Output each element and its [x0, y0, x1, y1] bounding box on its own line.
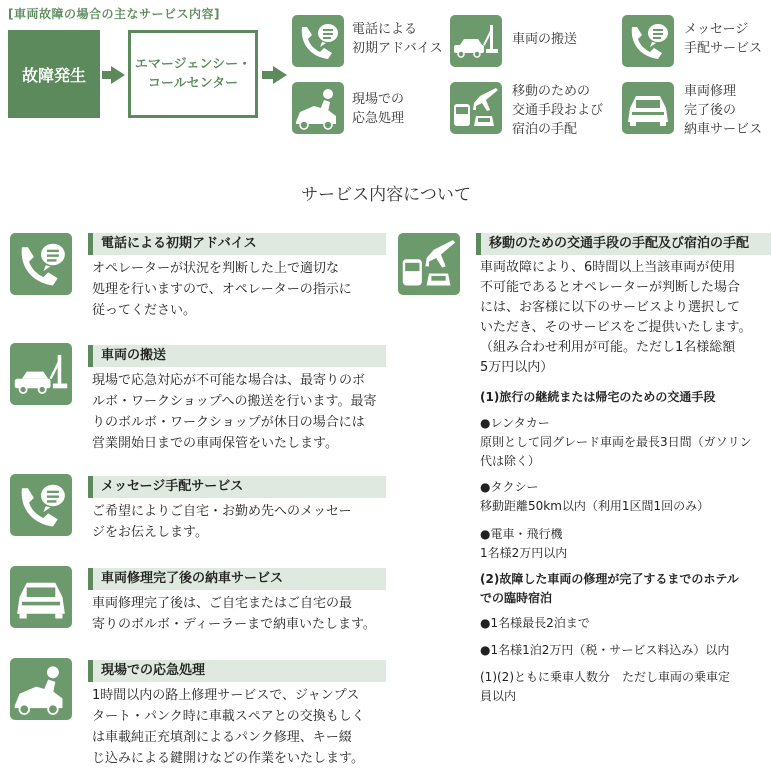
tow-truck-icon	[10, 343, 72, 405]
taxi-line-1: 移動距離50km以内（利用1区間1回のみ）	[480, 499, 710, 513]
top-service-5	[512, 82, 603, 139]
right-note-line-2: 員以内	[480, 689, 517, 703]
flow-arrow-1	[111, 66, 125, 84]
flow-start-box	[8, 30, 100, 118]
call-center-label-1: エマージェンシー・	[134, 57, 252, 72]
top-service-4-line2: 応急処理	[352, 111, 405, 126]
right-intro-line-5: （組み合わせ利用が可能。ただし1名様総額	[480, 340, 736, 355]
right-title: 移動のための交通手段の手配及び宿泊の手配	[476, 233, 771, 255]
item-3-line-2: ジをお伝えします。	[92, 525, 208, 540]
right-sub2-line-1: (2)故障した車両の修理が完了するまでのホテル	[480, 572, 739, 586]
train-heading: ●電車・飛行機	[480, 527, 563, 541]
repair-icon	[10, 658, 72, 720]
item-3-title: メッセージ手配サービス	[88, 476, 386, 498]
item-5-title: 現場での応急処理	[88, 660, 386, 682]
item-4-line-1: 車両修理完了後は、ご自宅またはご自宅の最	[92, 596, 353, 611]
right-sub2	[480, 570, 770, 608]
right-sub2-line-2: での臨時宿泊	[480, 591, 553, 605]
right-intro-line-3: には、お客様に以下のサービスより選択して	[480, 300, 741, 315]
item-2-body	[92, 370, 392, 454]
flow-arrow-2	[273, 66, 287, 84]
item-5-line-2: タート・パンク時に車載スペアとの交換もしく	[92, 709, 365, 724]
right-intro-line-2: 不可能であるとオペレーターが判断した場合	[480, 280, 741, 295]
phone-icon	[10, 233, 72, 295]
top-service-2	[512, 30, 577, 49]
section-title: サービス内容について	[301, 185, 471, 205]
repair-icon	[292, 82, 344, 134]
car-delivery-icon	[622, 82, 674, 134]
rental-line-2: 代は除く）	[480, 454, 541, 468]
right-intro	[480, 258, 770, 378]
item-2-line-1: 現場で応急対応が不可能な場合は、最寄りのボ	[92, 373, 366, 388]
taxi-section	[480, 478, 770, 516]
item-5-body	[92, 685, 392, 769]
header-title: [車両故障の場合の主なサービス内容]	[8, 7, 220, 21]
right-note	[480, 668, 770, 706]
item-1-line-3: 従ってください。	[92, 303, 197, 318]
top-service-1	[352, 20, 443, 58]
car-delivery-icon	[10, 566, 72, 628]
call-center-box	[128, 30, 258, 118]
item-4-line-2: 寄りのボルボ・ディーラーまで納車いたします。	[92, 617, 376, 632]
right-intro-line-1: 車両故障により、6時間以上当該車両が使用	[480, 260, 736, 275]
rental-section	[480, 414, 770, 471]
right-note-line-1: (1)(2)ともに乗車人数分 ただし車両の乗車定	[480, 670, 730, 684]
item-2-line-4: 営業開始日までの車両保管をいたします。	[92, 436, 338, 451]
top-service-2-line1: 車両の搬送	[512, 32, 578, 47]
item-5-line-1: 1時間以内の路上修理サービスで、ジャンプス	[92, 688, 360, 703]
phone-message-icon	[10, 474, 72, 536]
item-1-title: 電話による初期アドバイス	[88, 233, 386, 255]
item-4-body	[92, 593, 392, 635]
item-1-line-1: オペレーターが状況を判断した上で適切な	[92, 261, 340, 276]
top-service-3-line1: メッセージ	[684, 22, 749, 37]
item-1-line-2: 処理を行いますので、オペレーターの指示に	[92, 282, 352, 297]
top-service-3	[684, 20, 762, 58]
rental-heading: ●レンタカー	[480, 416, 550, 430]
hotel-1: ●1名様最長2泊まで	[480, 616, 590, 630]
right-sub1: (1)旅行の継続または帰宅のための交通手段	[480, 390, 716, 404]
right-intro-line-4: いただき、そのサービスをご提供いたします。	[480, 320, 752, 335]
top-service-6-line1: 車両修理	[684, 84, 737, 99]
top-service-6-line3: 納車サービス	[684, 122, 763, 137]
top-service-1-line2: 初期アドバイス	[352, 41, 443, 56]
item-2-line-3: りのボルボ・ワークショップが休日の場合には	[92, 415, 365, 430]
taxi-heading: ●タクシー	[480, 480, 539, 494]
item-5-line-4: じ込みによる鍵開けなどの作業をいたします。	[92, 751, 364, 766]
tow-truck-icon	[450, 15, 502, 67]
item-3-body	[92, 501, 392, 543]
top-service-4	[352, 90, 404, 128]
top-service-5-line2: 交通手段および	[512, 103, 604, 118]
call-center-label-2: コールセンター	[147, 76, 239, 91]
top-service-1-line1: 電話による	[352, 22, 418, 37]
top-service-5-line1: 移動のための	[512, 84, 591, 99]
transport-icon	[398, 233, 460, 295]
item-2-title: 車両の搬送	[88, 345, 386, 367]
item-1-body	[92, 258, 392, 321]
top-service-3-line2: 手配サービス	[684, 41, 763, 56]
top-service-6-line2: 完了後の	[684, 103, 737, 118]
top-service-6	[684, 82, 762, 139]
phone-message-icon	[622, 15, 674, 67]
right-intro-line-6: 5万円以内）	[480, 360, 554, 375]
top-service-5-line3: 宿泊の手配	[512, 122, 578, 137]
phone-icon	[292, 15, 344, 67]
item-3-line-1: ご希望によりご自宅・お勤め先へのメッセー	[92, 504, 352, 519]
item-4-title: 車両修理完了後の納車サービス	[88, 568, 386, 590]
train-line-1: 1名様2万円以内	[480, 546, 568, 560]
item-2-line-2: ルボ・ワークショップへの搬送を行います。最寄	[92, 394, 377, 409]
train-section	[480, 525, 770, 563]
item-5-line-3: は車載純正充填剤によるパンク修理、キー綴	[92, 730, 352, 745]
top-service-4-line1: 現場での	[352, 92, 405, 107]
flow-start-label: 故障発生	[21, 65, 86, 85]
rental-line-1: 原則として同グレード車両を最長3日間（ガソリン	[480, 435, 752, 449]
hotel-2: ●1名様1泊2万円（税・サービス料込み）以内	[480, 643, 730, 657]
transport-icon	[450, 82, 502, 134]
